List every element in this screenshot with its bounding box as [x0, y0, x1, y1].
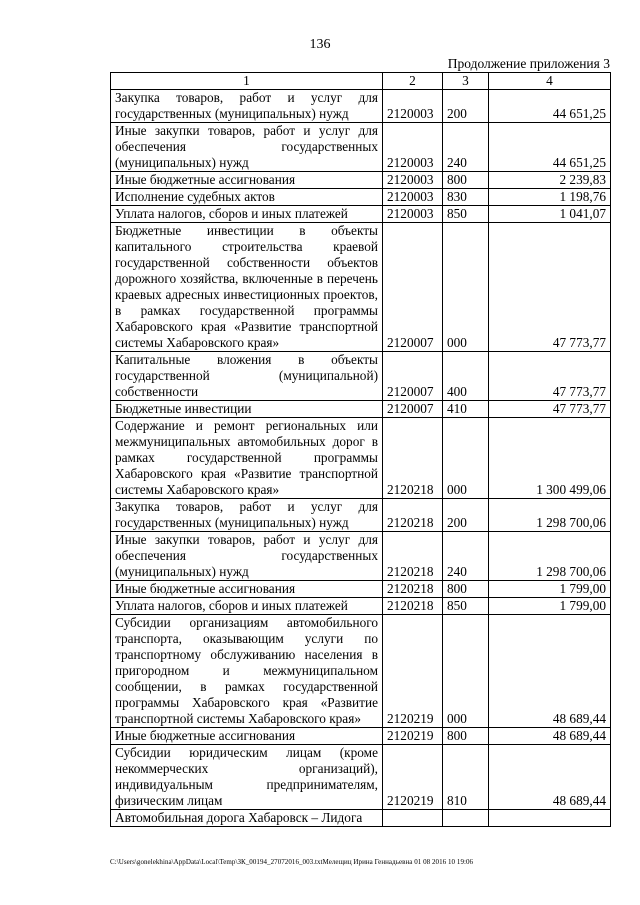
- table-row: [111, 223, 611, 352]
- row-type-cell: 240: [443, 532, 489, 581]
- row-amount-cell: 48 689,44: [489, 728, 611, 745]
- row-amount-cell: 1 298 700,06: [489, 532, 611, 581]
- row-code-cell: 2120003: [383, 172, 443, 189]
- row-type-cell: 200: [443, 499, 489, 532]
- table-row: [111, 499, 611, 532]
- row-amount-cell: 2 239,83: [489, 172, 611, 189]
- row-name-cell: Закупка товаров, работ и услуг для государственных (муниципальных) нужд: [111, 90, 383, 123]
- row-name-cell: Содержание и ремонт региональных или межмуниципальных автомобильных дорог в рамках государственной программы Хабаровского края «Развитие транспортной системы Хабаровского края»: [111, 418, 383, 499]
- table-row: [111, 90, 611, 123]
- table-row: [111, 418, 611, 499]
- table-row: [111, 810, 611, 827]
- row-amount-cell: 44 651,25: [489, 90, 611, 123]
- row-amount-cell: 1 041,07: [489, 206, 611, 223]
- row-type-cell: 830: [443, 189, 489, 206]
- row-type-cell: 800: [443, 728, 489, 745]
- row-code-cell: 2120007: [383, 401, 443, 418]
- row-amount-cell: 47 773,77: [489, 352, 611, 401]
- row-name-cell: Субсидии юридическим лицам (кроме некоммерческих организаций), индивидуальным предпринимателям, физическим лицам: [111, 745, 383, 810]
- row-code-cell: 2120007: [383, 352, 443, 401]
- row-name-cell: Исполнение судебных актов: [111, 189, 383, 206]
- row-name-cell: Уплата налогов, сборов и иных платежей: [111, 206, 383, 223]
- table-row: [111, 581, 611, 598]
- row-name-cell: Уплата налогов, сборов и иных платежей: [111, 598, 383, 615]
- row-code-cell: 2120218: [383, 598, 443, 615]
- row-name-cell: Иные бюджетные ассигнования: [111, 172, 383, 189]
- row-amount-cell: 1 198,76: [489, 189, 611, 206]
- row-type-cell: 850: [443, 206, 489, 223]
- table-row: [111, 728, 611, 745]
- table-row: [111, 598, 611, 615]
- row-amount-cell: 48 689,44: [489, 615, 611, 728]
- row-name-cell: Иные бюджетные ассигнования: [111, 581, 383, 598]
- row-name-cell: Иные закупки товаров, работ и услуг для обеспечения государственных (муниципальных) нужд: [111, 532, 383, 581]
- row-type-cell: 410: [443, 401, 489, 418]
- row-type-cell: [443, 810, 489, 827]
- table-row: [111, 172, 611, 189]
- row-amount-cell: 1 799,00: [489, 598, 611, 615]
- row-type-cell: 810: [443, 745, 489, 810]
- header-cell-3: 3: [443, 73, 489, 90]
- row-name-cell: Автомобильная дорога Хабаровск – Лидога: [111, 810, 383, 827]
- row-code-cell: 2120007: [383, 223, 443, 352]
- table-row: [111, 206, 611, 223]
- page-number: 136: [309, 37, 331, 52]
- row-code-cell: 2120219: [383, 615, 443, 728]
- row-amount-cell: 44 651,25: [489, 123, 611, 172]
- row-name-cell: Субсидии организациям автомобильного транспорта, оказывающим услуги по транспортному обслуживанию населения в пригородном и межмуниципальном сообщении, в рамках государственной программы Хабаровского края «Развитие транспортной системы Хабаровского края»: [111, 615, 383, 728]
- row-code-cell: 2120218: [383, 532, 443, 581]
- row-type-cell: 000: [443, 223, 489, 352]
- row-type-cell: 000: [443, 418, 489, 499]
- row-amount-cell: 47 773,77: [489, 401, 611, 418]
- row-amount-cell: 47 773,77: [489, 223, 611, 352]
- row-name-cell: Закупка товаров, работ и услуг для государственных (муниципальных) нужд: [111, 499, 383, 532]
- row-amount-cell: 1 298 700,06: [489, 499, 611, 532]
- row-name-cell: Иные закупки товаров, работ и услуг для обеспечения государственных (муниципальных) нужд: [111, 123, 383, 172]
- header-cell-4: 4: [489, 73, 611, 90]
- table-row: [111, 532, 611, 581]
- row-code-cell: 2120219: [383, 745, 443, 810]
- row-type-cell: 850: [443, 598, 489, 615]
- continuation-note: Продолжение приложения 3: [447, 56, 610, 71]
- row-amount-cell: 1 799,00: [489, 581, 611, 598]
- header-cell-1: 1: [111, 73, 383, 90]
- row-amount-cell: [489, 810, 611, 827]
- row-name-cell: Иные бюджетные ассигнования: [111, 728, 383, 745]
- row-code-cell: 2120003: [383, 123, 443, 172]
- table-row: [111, 352, 611, 401]
- row-code-cell: 2120218: [383, 499, 443, 532]
- table-header-row: [111, 73, 611, 90]
- row-name-cell: Капитальные вложения в объекты государственной (муниципальной) собственности: [111, 352, 383, 401]
- row-type-cell: 200: [443, 90, 489, 123]
- row-type-cell: 240: [443, 123, 489, 172]
- table-row: [111, 615, 611, 728]
- row-name-cell: Бюджетные инвестиции: [111, 401, 383, 418]
- row-code-cell: [383, 810, 443, 827]
- table-row: [111, 745, 611, 810]
- budget-table: [110, 72, 611, 827]
- row-type-cell: 000: [443, 615, 489, 728]
- row-name-cell: Бюджетные инвестиции в объекты капитального строительства краевой государственной собственности объектов дорожного хозяйства, включенные в перечень краевых адресных инвестиционных проектов, в рамках государственной программы Хабаровского края «Развитие транспортной системы Хабаровского края»: [111, 223, 383, 352]
- row-code-cell: 2120218: [383, 418, 443, 499]
- row-type-cell: 400: [443, 352, 489, 401]
- table-row: [111, 189, 611, 206]
- row-amount-cell: 48 689,44: [489, 745, 611, 810]
- table-row: [111, 401, 611, 418]
- file-path-footer: C:\Users\gonelekhina\AppData\Local\Temp\ЗК_00194_27072016_003.txtМелещиц Ирина Геннадьевна 01 08 2016 10 19:06: [110, 858, 474, 866]
- row-code-cell: 2120003: [383, 206, 443, 223]
- row-amount-cell: 1 300 499,06: [489, 418, 611, 499]
- row-type-cell: 800: [443, 172, 489, 189]
- row-code-cell: 2120003: [383, 90, 443, 123]
- row-code-cell: 2120219: [383, 728, 443, 745]
- table-row: [111, 123, 611, 172]
- row-code-cell: 2120003: [383, 189, 443, 206]
- row-type-cell: 800: [443, 581, 489, 598]
- row-code-cell: 2120218: [383, 581, 443, 598]
- header-cell-2: 2: [383, 73, 443, 90]
